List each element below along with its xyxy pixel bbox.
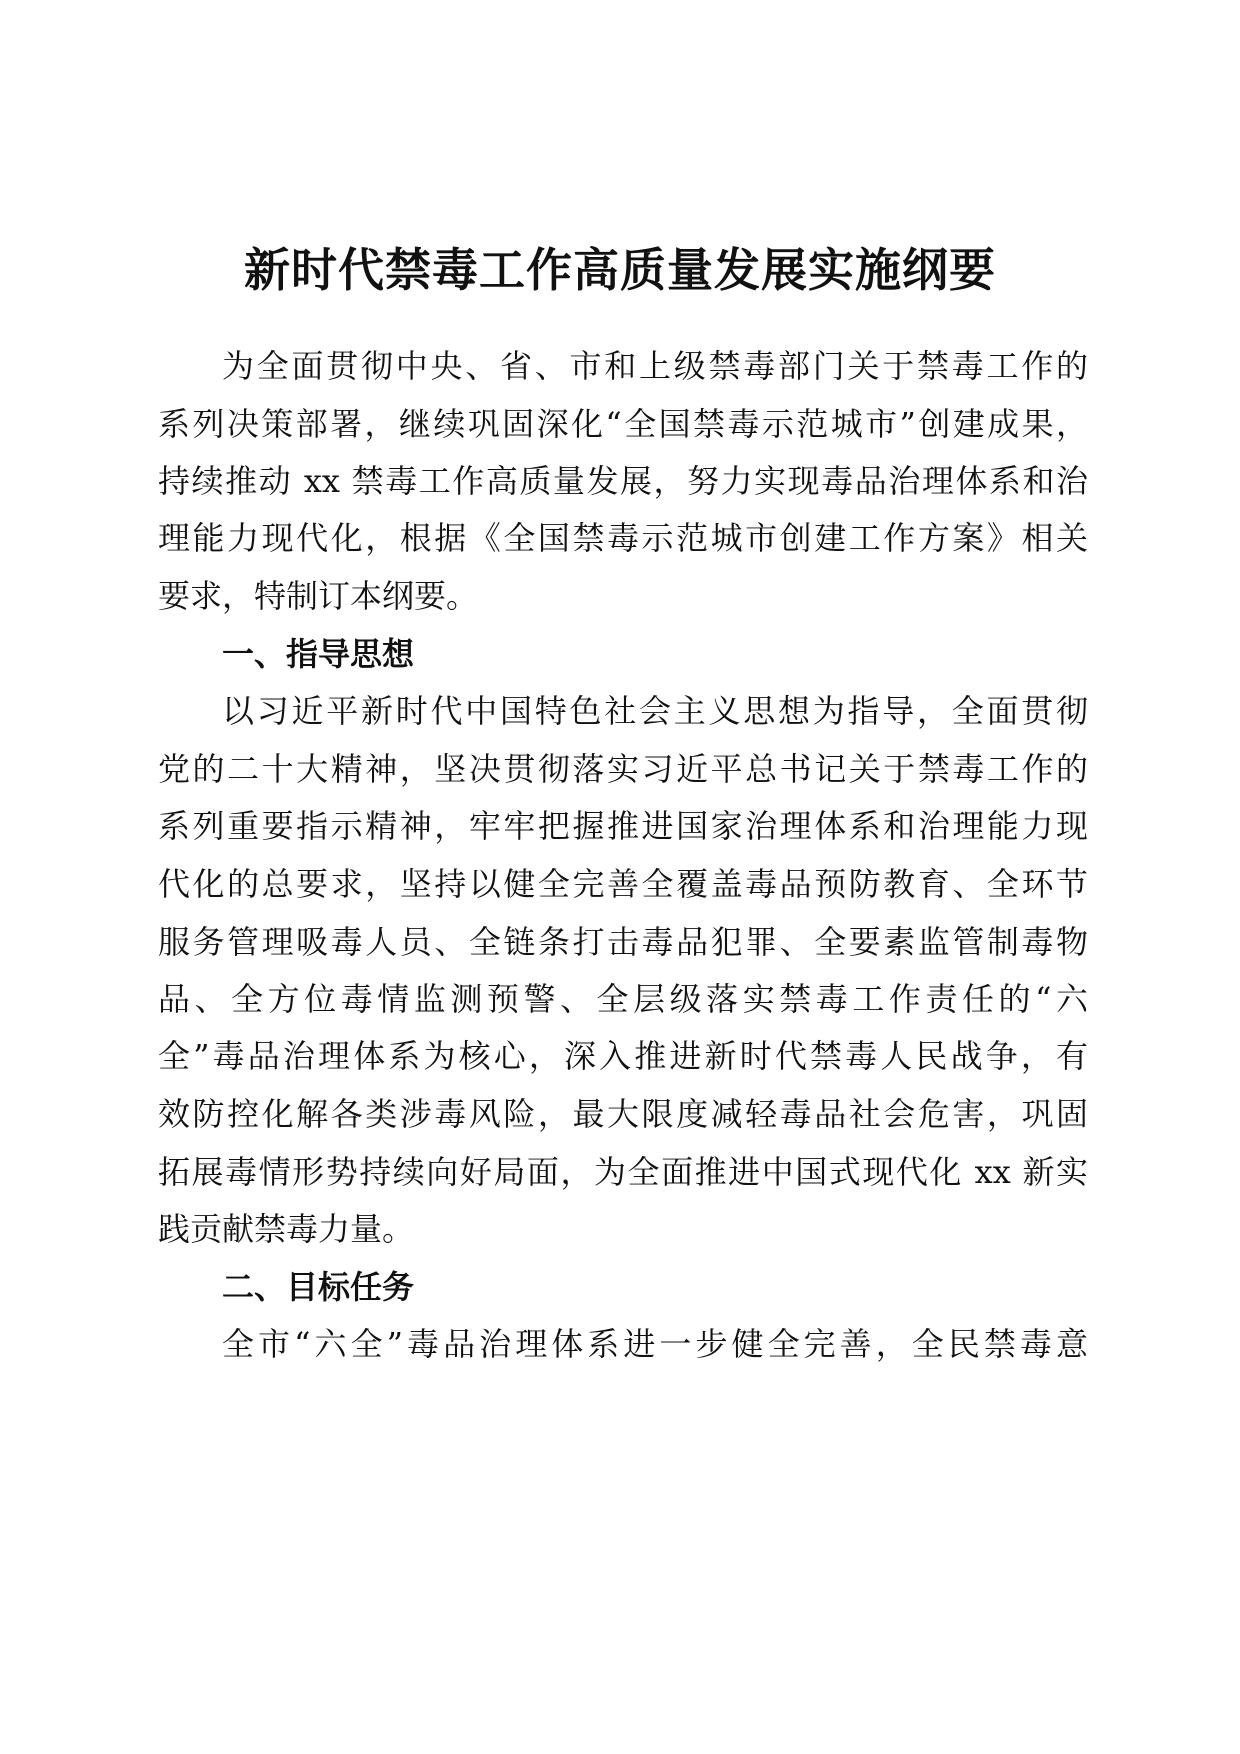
paragraph-line: 代化的总要求，坚持以健全完善全覆盖毒品预防教育、全环节 xyxy=(158,865,1088,903)
paragraph-line: 全市“六全”毒品治理体系进一步健全完善，全民禁毒意 xyxy=(222,1325,1088,1363)
paragraph-line: 全”毒品治理体系为核心，深入推进新时代禁毒人民战争，有 xyxy=(158,1037,1088,1075)
section-heading: 二、目标任务 xyxy=(222,1268,415,1306)
paragraph-line: 党的二十大精神，坚决贯彻落实习近平总书记关于禁毒工作的 xyxy=(158,750,1088,788)
document-title: 新时代禁毒工作高质量发展实施纲要 xyxy=(244,243,996,297)
paragraph-line: 系列决策部署，继续巩固深化“全国禁毒示范城市”创建成果， xyxy=(158,405,1088,443)
paragraph-line: 拓展毒情形势持续向好局面，为全面推进中国式现代化 xx 新实 xyxy=(158,1153,1088,1191)
paragraph-line: 践贡献禁毒力量。 xyxy=(158,1210,415,1248)
paragraph-line: 以习近平新时代中国特色社会主义思想为指导，全面贯彻 xyxy=(222,692,1088,730)
paragraph-line: 理能力现代化，根据《全国禁毒示范城市创建工作方案》相关 xyxy=(158,519,1088,557)
paragraph-line: 为全面贯彻中央、省、市和上级禁毒部门关于禁毒工作的 xyxy=(222,347,1088,385)
paragraph-line: 持续推动 xx 禁毒工作高质量发展，努力实现毒品治理体系和治 xyxy=(158,462,1088,500)
paragraph-line: 效防控化解各类涉毒风险，最大限度减轻毒品社会危害，巩固 xyxy=(158,1095,1088,1133)
paragraph-line: 服务管理吸毒人员、全链条打击毒品犯罪、全要素监管制毒物 xyxy=(158,923,1088,961)
paragraph-line: 要求，特制订本纲要。 xyxy=(158,577,479,615)
paragraph-line: 品、全方位毒情监测预警、全层级落实禁毒工作责任的“六 xyxy=(158,980,1088,1018)
paragraph-line: 系列重要指示精神，牢牢把握推进国家治理体系和治理能力现 xyxy=(158,807,1088,845)
section-heading: 一、指导思想 xyxy=(222,635,415,673)
